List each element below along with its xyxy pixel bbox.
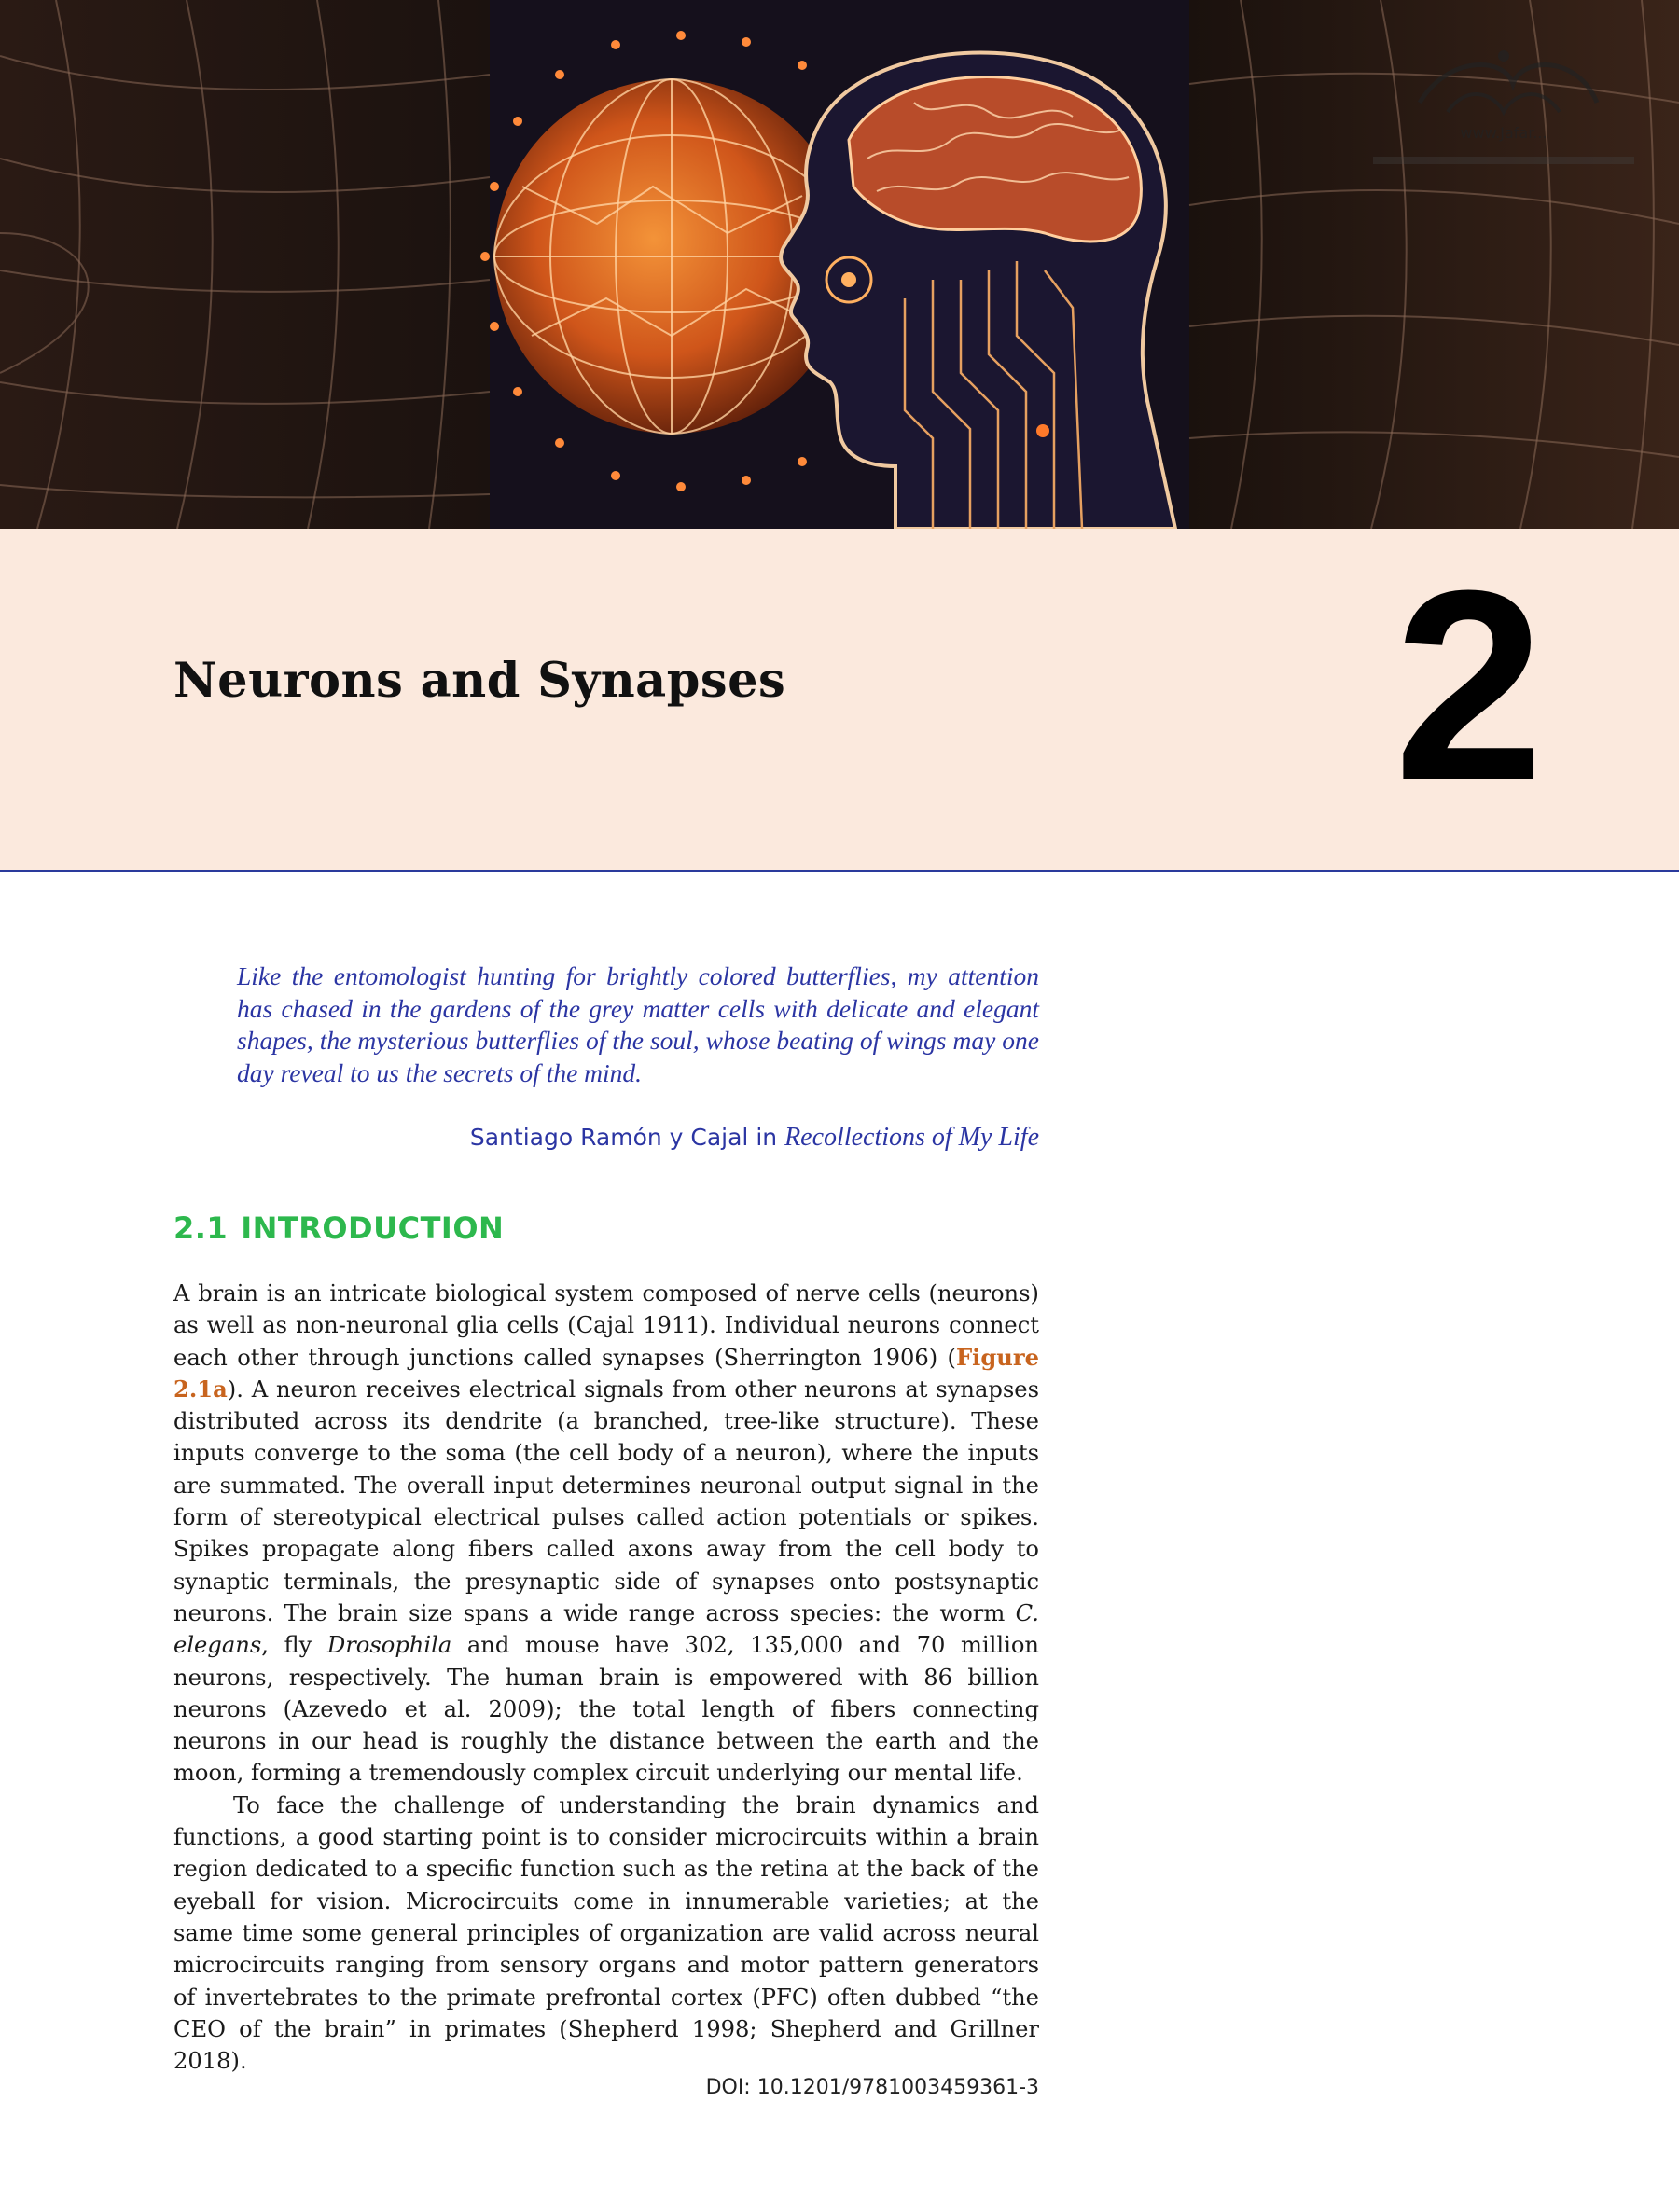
chapter-number: 2 — [1394, 534, 1545, 836]
epigraph-attribution — [237, 1123, 1039, 1153]
epigraph-author: Santiago Ramón y Cajal in — [469, 1124, 785, 1151]
paragraph-1-text-b: ). A neuron receives electrical signals from other neurons at synapses distributed across its dendrite (a branched, tree-like structure). These inputs converge to the soma (the cell body of a neuron), where the inputs are summated. The overall input determines neuronal output signal in the form of stereotypical electrical pulses called action potentials or spikes. Spikes propagate along fibers called axons away from the cell body to synaptic terminals, the presynaptic side of synapses onto postsynaptic neurons. The brain size spans a wide range across species: the worm — [173, 1376, 1039, 1626]
paragraph-1-text-d: and mouse have 302, 135,000 and 70 million neurons, respectively. The human brain is empowered with 86 billion neurons (Azevedo et al. 2009); the total length of fibers connecting neurons in our head is roughly the distance between the earth and the moon, forming a tremendously complex circuit underlying our mental life. — [173, 1632, 1039, 1787]
species-name-c-elegans: C. elegans — [173, 1599, 1039, 1659]
epigraph-quote: Like the entomologist hunting for brightly colored butterflies, my attention has chased in the gardens of the grey matter cells with delicate and elegant shapes, the mysterious butterflies of the soul, whose beating of wings may one day reveal to us the secrets of the mind. — [237, 961, 1039, 1087]
section-title: INTRODUCTION — [241, 1210, 505, 1246]
paragraph-1-text-a: A brain is an intricate biological system composed of nerve cells (neurons) as well as non-neuronal glia cells (Cajal 1911). Individual neurons connect each other through junctions called synapses (Sherrington 1906) ( — [173, 1280, 1039, 1371]
paragraph-1 — [173, 1278, 1039, 1790]
watermark-logo — [1364, 19, 1644, 177]
section-number: 2.1 — [173, 1210, 229, 1246]
watermark-url: www.Jafar... — [1460, 124, 1547, 142]
chapter-title: Neurons and Synapses — [173, 653, 786, 709]
doi-footer: DOI: 10.1201/9781003459361-3 — [705, 2076, 1039, 2099]
epigraph-book-title: Recollections of My Life — [784, 1123, 1039, 1152]
section-heading — [173, 1210, 504, 1246]
figure-reference-link[interactable]: Figure 2.1a — [173, 1343, 1039, 1403]
body-text — [173, 1278, 1039, 2077]
paragraph-1-text-c: , fly — [261, 1632, 327, 1659]
species-name-drosophila: Drosophila — [326, 1632, 452, 1659]
paragraph-2: To face the challenge of understanding the brain dynamics and functions, a good starting point is to consider microcircuits within a brain region dedicated to a specific function such as the retina at the back of the eyeball for vision. Microcircuits come in innumerable varieties; at the same time some general principles of organization are valid across neural microcircuits ranging from sensory organs and motor pattern generators of invertebrates to the primate prefrontal cortex (PFC) often dubbed “the CEO of the brain” in primates (Shepherd 1998; Shepherd and Grillner 2018). — [173, 1791, 1039, 2075]
